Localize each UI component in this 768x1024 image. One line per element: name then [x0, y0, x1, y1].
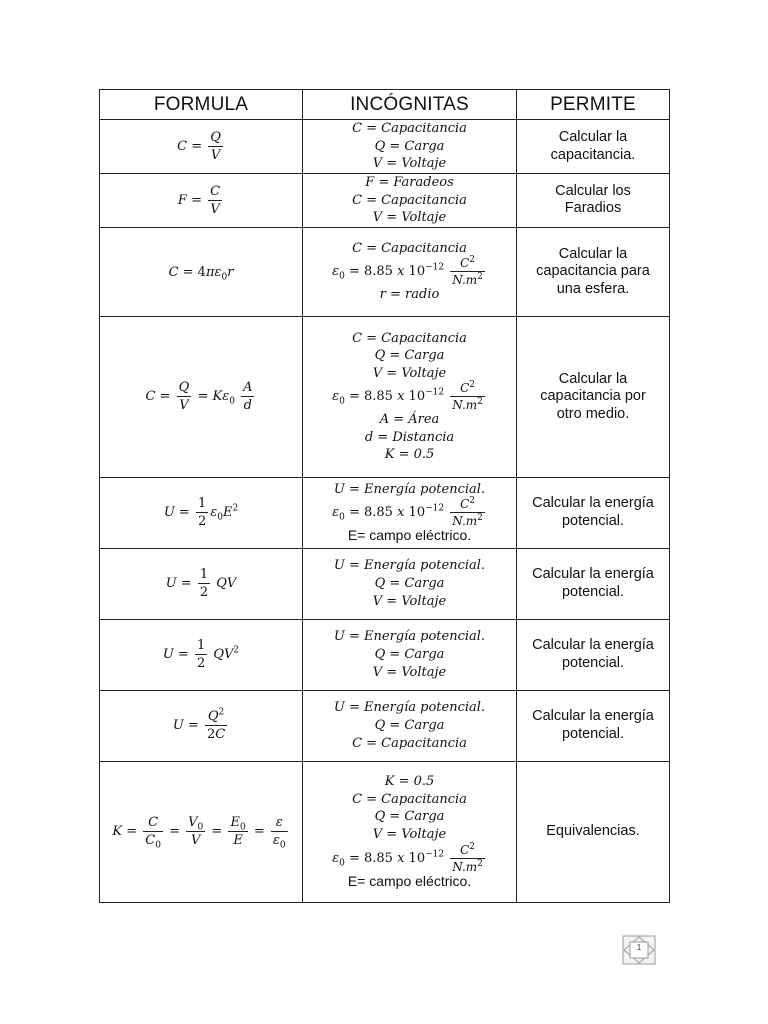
table-row: [100, 120, 670, 174]
variable-line: C = Capacitancia: [352, 791, 467, 807]
formula-cell: [100, 477, 303, 548]
permite-line: potencial.: [561, 654, 625, 671]
variable-line: Q = Carga: [374, 138, 445, 154]
table-row: [100, 477, 670, 548]
permite-cell: [517, 690, 670, 761]
permite-cell: [517, 316, 670, 477]
permite-line: Calcular la: [558, 370, 628, 387]
formula-table: [99, 89, 670, 903]
epsilon-line: $\varepsilon_0 = 8.85$ x $10^{-12}$ $\frac{C^2}{N.m^2}$: [332, 380, 483, 413]
variable-line: C = Capacitancia: [352, 192, 467, 208]
incognitas-cell: [303, 477, 517, 548]
formula-cell: [100, 690, 303, 761]
incognitas-cell: [303, 761, 517, 902]
page-number-badge: [621, 934, 657, 966]
variable-line: Q = Carga: [374, 809, 445, 825]
permite-line: Calcular la energía: [532, 566, 654, 583]
epsilon-line: $\varepsilon_0 = 8.85$ x $10^{-12}$ $\frac{C^2}{N.m^2}$: [332, 255, 483, 288]
formula: $C = 4\pi\varepsilon_0r$: [168, 264, 234, 283]
incognitas-cell: [303, 120, 517, 174]
incognitas-cell: [303, 227, 517, 316]
incognitas-cell: [303, 174, 517, 228]
permite-cell: [517, 227, 670, 316]
permite-cell: [517, 174, 670, 228]
variable-line: A = Área: [379, 412, 440, 428]
permite-line: una esfera.: [556, 280, 630, 297]
permite-cell: [517, 619, 670, 690]
incognitas-cell: [303, 619, 517, 690]
permite-cell: [517, 761, 670, 902]
permite-line: capacitancia por: [540, 388, 646, 405]
incognitas-cell: [303, 316, 517, 477]
variable-line: C = Capacitancia: [352, 330, 467, 346]
permite-line: capacitancia.: [550, 146, 636, 163]
variable-line: V = Voltaje: [372, 664, 447, 680]
variable-line: V = Voltaje: [372, 210, 447, 226]
variable-line: K = 0.5: [384, 447, 435, 463]
variable-line: d = Distancia: [364, 429, 455, 445]
variable-line: Q = Carga: [374, 348, 445, 364]
table-row: [100, 174, 670, 228]
permite-line: Calcular la energía: [532, 495, 654, 512]
formula: C = $\frac{Q}{V}$ = $K\varepsilon_0$ $\frac{A}{d}$: [145, 380, 253, 414]
formula-cell: [100, 619, 303, 690]
variable-line: K = 0.5: [384, 774, 435, 790]
variable-line: U = Energía potencial.: [333, 700, 486, 716]
table-row: [100, 548, 670, 619]
variable-line: V = Voltaje: [372, 827, 447, 843]
formula: U = $\frac{Q^2}{2C}$: [172, 707, 226, 743]
formula-cell: [100, 316, 303, 477]
variable-line: Q = Carga: [374, 646, 445, 662]
incognitas-cell: [303, 690, 517, 761]
variable-line: Q = Carga: [374, 717, 445, 733]
variable-line: E= campo eléctrico.: [347, 527, 472, 544]
formula-cell: [100, 120, 303, 174]
variable-line: U = Energía potencial.: [333, 558, 486, 574]
header-row: [100, 90, 670, 120]
variable-line: U = Energía potencial.: [333, 481, 486, 497]
formula: C = $\frac{Q}{V}$: [177, 130, 221, 163]
formula-cell: [100, 174, 303, 228]
permite-cell: [517, 120, 670, 174]
permite-line: potencial.: [561, 583, 625, 600]
formula: K = $\frac{C}{C_0}$ = $\frac{V_0}{V}$ = $\frac{E_0}{E}$ = $\frac{\varepsilon}{\varepsilon_0}$: [112, 815, 286, 851]
table-row: [100, 316, 670, 477]
header-permite: PERMITE: [517, 90, 670, 120]
variable-line: C = Capacitancia: [352, 735, 467, 751]
permite-line: Calcular la: [558, 129, 628, 145]
permite-line: capacitancia para: [536, 263, 650, 280]
epsilon-line: $\varepsilon_0 = 8.85$ x $10^{-12}$ $\frac{C^2}{N.m^2}$: [332, 496, 483, 529]
permite-line: Calcular la energía: [532, 708, 654, 725]
page-number: 1: [636, 943, 642, 952]
permite-cell: [517, 548, 670, 619]
variable-line: U = Energía potencial.: [333, 629, 486, 645]
permite-line: Calcular la energía: [532, 637, 654, 654]
permite-cell: [517, 477, 670, 548]
epsilon-line: $\varepsilon_0 = 8.85$ x $10^{-12}$ $\frac{C^2}{N.m^2}$: [332, 841, 483, 874]
formula: F = $\frac{C}{V}$: [177, 183, 221, 217]
formula: U = $\frac{1}{2}$ $QV^2$: [162, 638, 240, 672]
variable-line: E= campo eléctrico.: [347, 872, 472, 889]
table-row: [100, 619, 670, 690]
table-row: [100, 227, 670, 316]
formula-cell: [100, 548, 303, 619]
variable-line: C = Capacitancia: [352, 240, 467, 256]
variable-line: Q = Carga: [374, 575, 445, 591]
permite-line: Calcular la: [558, 245, 628, 262]
formula: U = $\frac{1}{2}$ $\varepsilon_0E^2$: [163, 496, 239, 530]
variable-line: V = Voltaje: [372, 593, 447, 609]
permite-line: potencial.: [561, 725, 625, 742]
variable-line: V = Voltaje: [372, 156, 447, 172]
variable-line: V = Voltaje: [372, 365, 447, 381]
permite-line: Calcular los: [555, 182, 631, 199]
variable-line: r = radio: [379, 287, 440, 303]
permite-line: otro medio.: [556, 405, 630, 422]
incognitas-cell: [303, 548, 517, 619]
header-formula: FORMULA: [100, 90, 303, 120]
formula-cell: [100, 761, 303, 902]
table-row: [100, 761, 670, 902]
formula: U = $\frac{1}{2}$ QV: [165, 567, 237, 601]
table-row: [100, 690, 670, 761]
header-incognitas: INCÓGNITAS: [303, 90, 517, 120]
permite-line: potencial.: [561, 512, 625, 529]
variable-line: F = Faradeos: [365, 175, 454, 190]
permite-line: Faradios: [564, 200, 622, 217]
variable-line: C = Capacitancia: [352, 121, 467, 137]
formula-cell: [100, 227, 303, 316]
permite-line: Equivalencias.: [546, 823, 640, 840]
